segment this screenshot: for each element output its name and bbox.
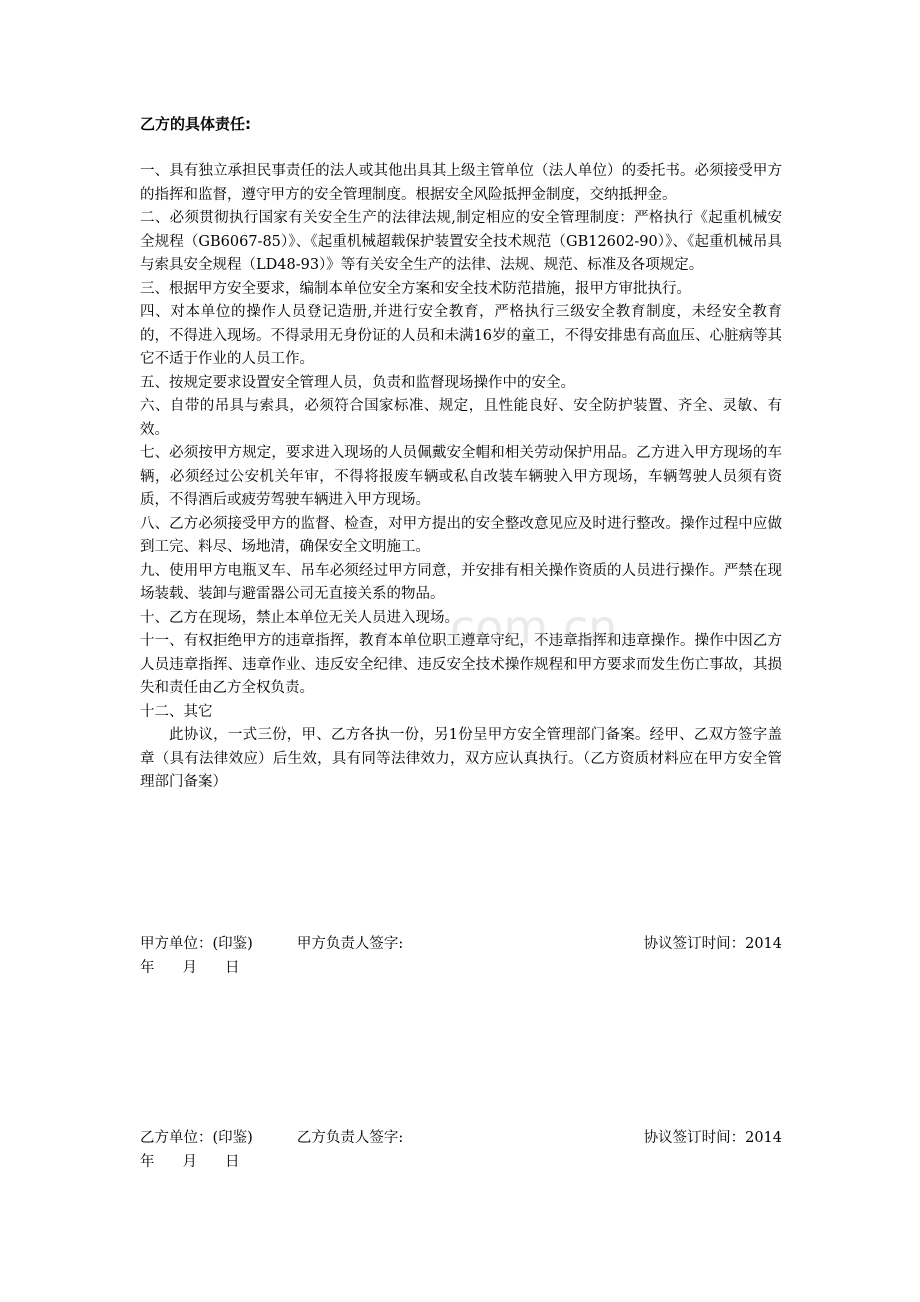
clause-item: 此协议，一式三份，甲、乙方各执一份，另1份呈甲方安全管理部门备案。经甲、乙双方签字盖章（具有法律效应）后生效，具有同等法律效力，双方应认真执行。（乙方资质材料应在甲方安全管理部门备案） — [140, 727, 782, 790]
party-a-date-line — [140, 956, 782, 980]
clause-item: 七、必须按甲方规定，要求进入现场的人员佩戴安全帽和相关劳动保护用品。乙方进入甲方现场的车辆，必须经过公安机关年审，不得将报废车辆或私自改装车辆驶入甲方现场，车辆驾驶人员须有资质，不得酒后或疲劳驾驶车辆进入甲方现场。 — [140, 445, 782, 508]
party-b-month: 月 — [182, 1154, 197, 1170]
clause-item: 二、必须贯彻执行国家有关安全生产的法律法规,制定相应的安全管理制度：严格执行《起重机械安全规程（GB6067-85）》、《起重机械超载保护装置安全技术规范（GB12602-90）》、《起重机械吊具与索具安全规程（LD48-93）》等有关安全生产的法律、法规、规范、标准及各项规定。 — [140, 210, 782, 273]
party-b-signature-block — [140, 1126, 782, 1174]
watermark-text: com.cn — [450, 600, 618, 654]
party-b-date-line — [140, 1150, 782, 1174]
clause-item: 十一、有权拒绝甲方的违章指挥，教育本单位职工遵章守纪，不违章指挥和违章操作。操作中因乙方人员违章指挥、违章作业、违反安全纪律、违反安全技术操作规程和甲方要求而发生伤亡事故，其损失和责任由乙方全权负责。 — [140, 633, 782, 696]
clause-item: 十二、其它 — [140, 703, 213, 720]
clause-item: 六、自带的吊具与索具，必须符合国家标准、规定，且性能良好、安全防护装置、齐全、灵敏、有效。 — [140, 398, 782, 438]
party-a-day: 日 — [225, 960, 240, 976]
party-b-year: 年 — [140, 1154, 155, 1170]
party-b-date-label: 协议签订时间：2014 — [643, 1130, 782, 1146]
party-a-signature-row — [140, 932, 782, 956]
party-a-signer-label: 甲方负责人签字: — [296, 936, 404, 952]
clause-item: 一、具有独立承担民事责任的法人或其他出具其上级主管单位（法人单位）的委托书。必须接受甲方的指挥和监督，遵守甲方的安全管理制度。根据安全风险抵押金制度，交纳抵押金。 — [140, 163, 782, 203]
clause-list — [140, 160, 782, 795]
party-a-month: 月 — [182, 960, 197, 976]
party-a-unit-label: 甲方单位：(印鉴) — [140, 936, 253, 952]
clause-item: 十、乙方在现场，禁止本单位无关人员进入现场。 — [140, 609, 459, 626]
section-heading: 乙方的具体责任: — [140, 115, 251, 133]
clause-item: 九、使用甲方电瓶叉车、吊车必须经过甲方同意，并安排有相关操作资质的人员进行操作。严禁在现场装载、装卸与避雷器公司无直接关系的物品。 — [140, 562, 782, 602]
party-a-signature-block — [140, 932, 782, 980]
clause-item: 五、按规定要求设置安全管理人员，负责和监督现场操作中的安全。 — [140, 374, 575, 391]
document-body — [140, 112, 782, 795]
party-a-date-label: 协议签订时间：2014 — [643, 936, 782, 952]
party-b-signer-label: 乙方负责人签字: — [296, 1130, 404, 1146]
party-a-year: 年 — [140, 960, 155, 976]
clause-item: 八、乙方必须接受甲方的监督、检查，对甲方提出的安全整改意见应及时进行整改。操作过程中应做到工完、料尽、场地清，确保安全文明施工。 — [140, 515, 782, 555]
clause-item: 三、根据甲方安全要求，编制本单位安全方案和安全技术防范措施，报甲方审批执行。 — [140, 280, 691, 297]
party-b-day: 日 — [225, 1154, 240, 1170]
clause-item: 四、对本单位的操作人员登记造册,并进行安全教育，严格执行三级安全教育制度，未经安全教育的，不得进入现场。不得录用无身份证的人员和未满16岁的童工，不得安排患有高血压、心脏病等其它不适于作业的人员工作。 — [140, 304, 782, 367]
party-b-signature-row — [140, 1126, 782, 1150]
party-b-unit-label: 乙方单位：(印鉴) — [140, 1130, 253, 1146]
